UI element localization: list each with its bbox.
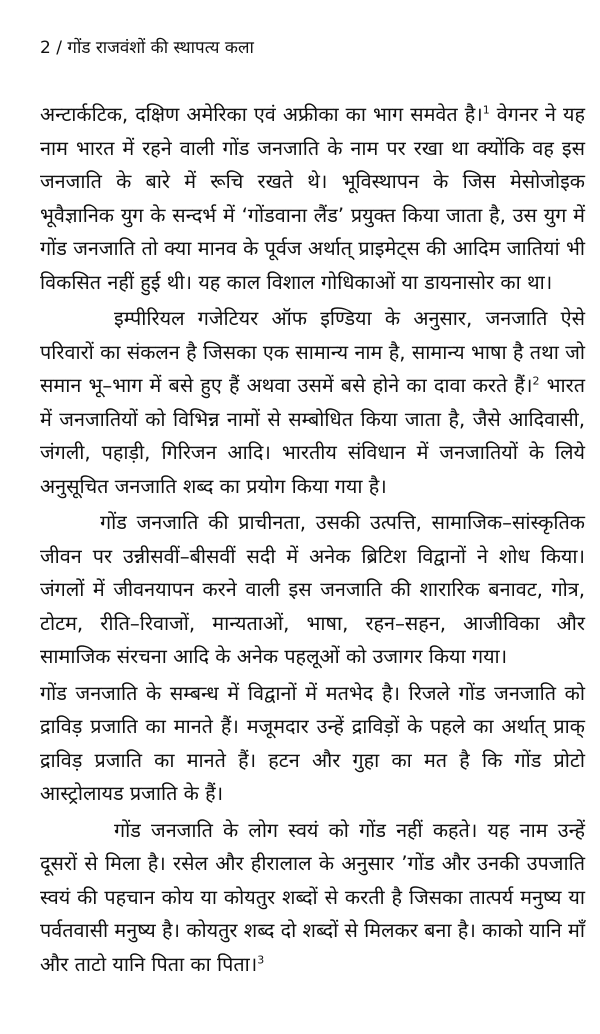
paragraph-5-text: गोंड जनजाति के लोग स्वयं को गोंड नहीं कहते। यह नाम उन्हें दूसरों से मिला है। रसेल और हीरालाल के अनुसार ’गोंड और उनकी उपजाति स्वयं की पहचान कोय या कोयतुर शब्दों से करती है जिसका तात्पर्य मनुष्य या पर्वतवासी मनुष्य है। कोयतुर शब्द दो शब्दों से मिलकर बना है। काको यानि माँ और ताटो यानि पिता का पिता। xyxy=(40,818,585,976)
paragraph-3 xyxy=(40,506,585,674)
paragraph-1 xyxy=(40,98,585,299)
paragraph-2-text: इम्पीरियल गजेटियर ऑफ इण्डिया के अनुसार, जनजाति ऐसे परिवारों का संकलन है जिसका एक सामान्य नाम है, सामान्य भाषा है तथा जो समान भू–भाग में बसे हुए हैं अथवा उसमें बसे होने का दावा करते हैं। xyxy=(40,307,585,397)
paragraph-5 xyxy=(40,814,585,982)
paragraph-2-rest: भारत में जनजातियों को विभिन्न नामों से सम्बोधित किया जाता है, जैसे आदिवासी, जंगली, पहाड़ी, गिरिजन आदि। भारतीय संविधान में जनजातियों के लिये अनुसूचित जनजाति शब्द का प्रयोग किया गया है। xyxy=(40,374,585,498)
paragraph-4-text: गोंड जनजाति के सम्बन्ध में विद्वानों में मतभेद है। रिजले गोंड जनजाति को द्राविड़ प्रजाति का मानते हैं। मजूमदार उन्हें द्राविड़ों के पहले का अर्थात् प्राक् द्राविड़ प्रजाति का मानते हैं। हटन और गुहा का मत है कि गोंड प्रोटो आस्ट्रोलायड प्रजाति के हैं। xyxy=(40,681,585,805)
paragraph-1-text: अन्टार्कटिक, दक्षिण अमेरिका एवं अफ्रीका का भाग समवेत है। xyxy=(40,103,483,126)
book-title: गोंड राजवंशों की स्थापत्य कला xyxy=(67,38,254,58)
page-number: 2 xyxy=(40,38,51,58)
paragraph-3-text: गोंड जनजाति की प्राचीनता, उसकी उत्पत्ति, सामाजिक–सांस्कृतिक जीवन पर उन्नीसवीं–बीसवीं सदी में अनेक ब्रिटिश विद्वानों ने शोध किया। जंगलों में जीवनयापन करने वाली इस जनजाति की शारारिक बनावट, गोत्र, टोटम, रीति–रिवाजों, मान्यताओं, भाषा, रहन–सहन, आजीविका और सामाजिक संरचना आदि के अनेक पहलूओं को उजागर किया गया। xyxy=(40,511,585,668)
footnote-ref-3: 3 xyxy=(257,952,265,966)
footnote-ref-1: 1 xyxy=(482,103,490,117)
paragraph-1-rest: वेगनर ने यह नाम भारत में रहने वाली गोंड जनजाति के नाम पर रखा था क्योंकि वह इस जनजाति के बारे में रूचि रखते थे। भूविस्थापन के जिस मेसोजोइक भूवैज्ञानिक युग के सन्दर्भ में ‘गोंडवाना लैंड’ प्रयुक्त किया जाता है, उस युग में गोंड जनजाति तो क्या मानव के पूर्वज अर्थात् प्राइमेट्स की आदिम जातियां भी विकसित नहीं हुई थी। यह काल विशाल गोधिकाओं या डायनासोर का था। xyxy=(40,103,585,294)
page-body xyxy=(40,98,585,984)
paragraph-2 xyxy=(40,302,585,503)
footnote-ref-2: 2 xyxy=(532,374,540,388)
header-separator: / xyxy=(50,38,68,58)
paragraph-4 xyxy=(40,677,585,811)
page-header xyxy=(40,38,254,58)
